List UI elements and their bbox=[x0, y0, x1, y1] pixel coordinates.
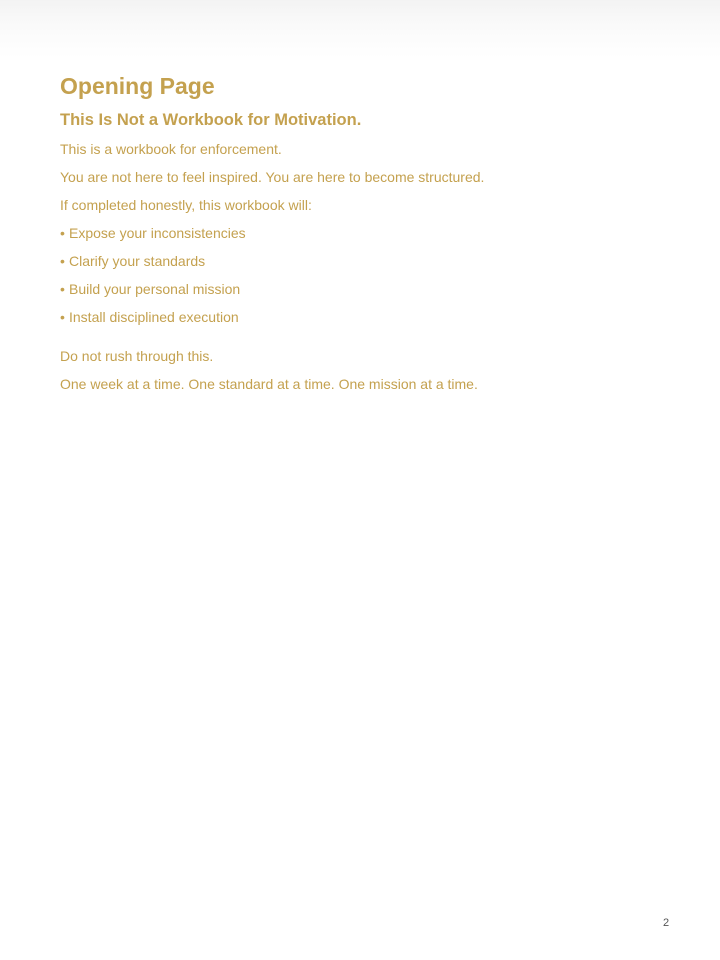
page-title: Opening Page bbox=[60, 73, 215, 99]
page-number: 2 bbox=[663, 917, 670, 929]
page-content bbox=[60, 70, 660, 398]
list-item-text: Clarify your standards bbox=[69, 253, 206, 269]
closing-paragraph: Do not rush through this. bbox=[60, 348, 214, 364]
list-item-text: Install disciplined execution bbox=[69, 309, 239, 325]
list-item bbox=[60, 275, 660, 303]
section-subtitle: This Is Not a Workbook for Motivation. bbox=[60, 111, 362, 129]
bullet-icon: • bbox=[60, 309, 65, 325]
bullet-icon: • bbox=[60, 225, 65, 241]
intro-paragraph: You are not here to feel inspired. You are here to become structured. bbox=[60, 169, 485, 185]
intro-paragraph: If completed honestly, this workbook will: bbox=[60, 197, 312, 213]
top-header-shadow bbox=[0, 0, 720, 58]
list-item-text: Build your personal mission bbox=[69, 281, 241, 297]
paragraph-spacer bbox=[60, 331, 660, 342]
bullet-icon: • bbox=[60, 253, 65, 269]
list-item-text: Expose your inconsistencies bbox=[69, 225, 246, 241]
outcome-list bbox=[60, 219, 660, 331]
closing-paragraph: One week at a time. One standard at a time. One mission at a time. bbox=[60, 376, 478, 392]
list-item bbox=[60, 219, 660, 247]
bullet-icon: • bbox=[60, 281, 65, 297]
list-item bbox=[60, 247, 660, 275]
list-item bbox=[60, 303, 660, 331]
intro-paragraph: This is a workbook for enforcement. bbox=[60, 141, 282, 157]
